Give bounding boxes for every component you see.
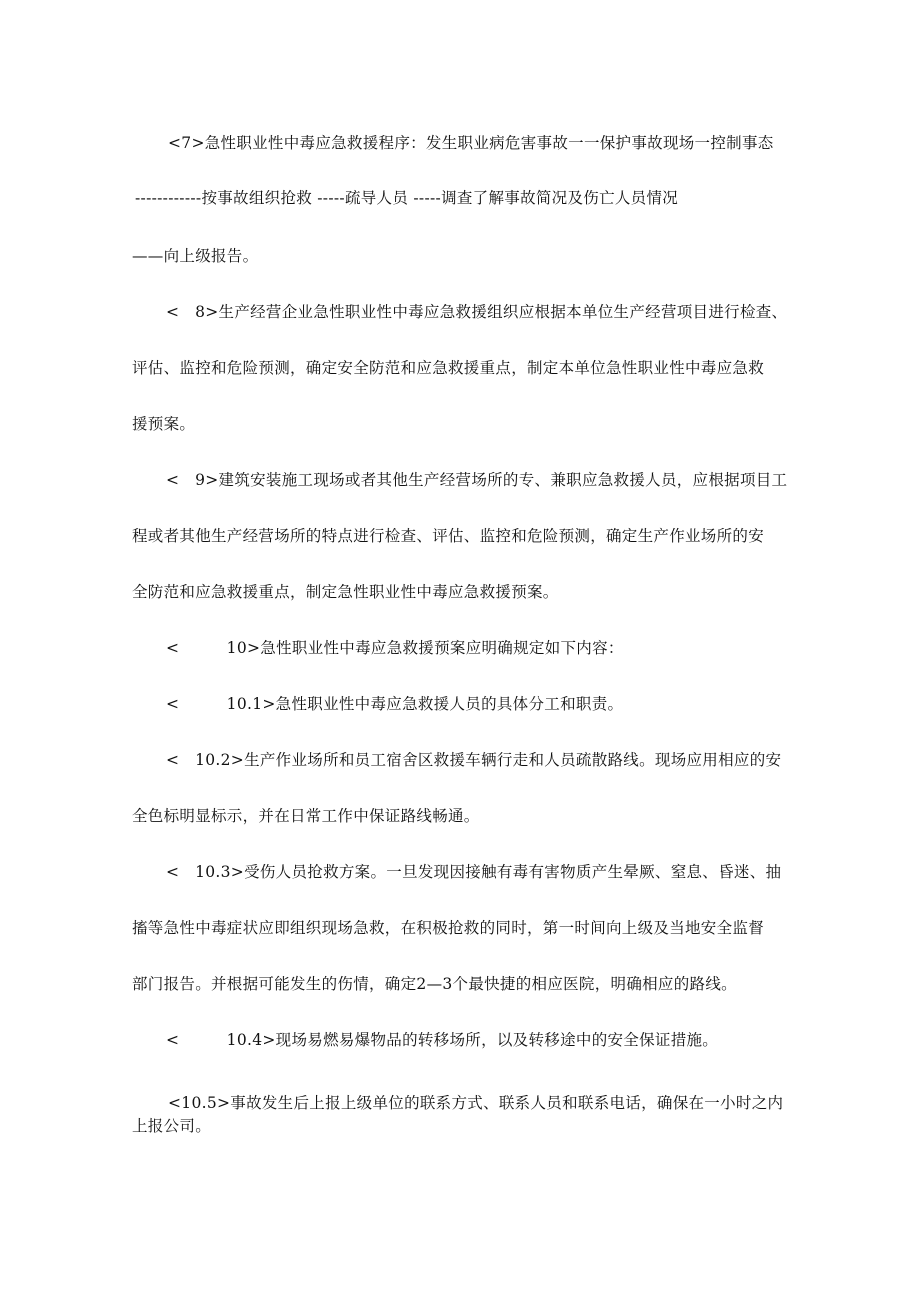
- text-line: ------------按事故组织抢救 -----疏导人员 -----调查了解事故简况及伤亡人员情况: [135, 189, 679, 207]
- text-line: < 10.2>生产作业场所和员工宿舍区救援车辆行走和人员疏散路线。现场应用相应的安: [166, 751, 782, 769]
- text-line: ——向上级报告。: [132, 247, 259, 265]
- text-line: <10.5>事故发生后上报上级单位的联系方式、联系人员和联系电话，确保在一小时之内: [168, 1094, 784, 1112]
- text-line: 搐等急性中毒症状应即组织现场急救，在积极抢救的同时，第一时间向上级及当地安全监督: [132, 919, 765, 937]
- text-line: 全色标明显标示，并在日常工作中保证路线畅通。: [132, 807, 480, 825]
- text-line: 部门报告。并根据可能发生的伤情，确定2—3个最快捷的相应医院，明确相应的路线。: [132, 975, 737, 993]
- text-line: 程或者其他生产经营场所的特点进行检查、评估、监控和危险预测，确定生产作业场所的安: [132, 527, 765, 545]
- text-line: < 10>急性职业性中毒应急救援预案应明确规定如下内容：: [166, 639, 624, 657]
- text-line: < 8>生产经营企业急性职业性中毒应急救援组织应根据本单位生产经营项目进行检查、: [166, 303, 788, 321]
- text-line: 评估、监控和危险预测，确定安全防范和应急救援重点，制定本单位急性职业性中毒应急救: [132, 359, 765, 377]
- text-line: 上报公司。: [132, 1117, 212, 1135]
- text-line: <7>急性职业性中毒应急救援程序：发生职业病危害事故一一保护事故现场一控制事态: [168, 134, 774, 152]
- text-line: 援预案。: [132, 415, 196, 433]
- text-line: < 10.4>现场易燃易爆物品的转移场所，以及转移途中的安全保证措施。: [166, 1031, 719, 1049]
- text-line: < 10.1>急性职业性中毒应急救援人员的具体分工和职责。: [166, 695, 624, 713]
- text-line: < 9>建筑安装施工现场或者其他生产经营场所的专、兼职应急救援人员，应根据项目工: [166, 471, 788, 489]
- text-line: < 10.3>受伤人员抢救方案。一旦发现因接触有毒有害物质产生晕厥、窒息、昏迷、抽: [166, 863, 782, 881]
- text-line: 全防范和应急救援重点，制定急性职业性中毒应急救援预案。: [132, 583, 559, 601]
